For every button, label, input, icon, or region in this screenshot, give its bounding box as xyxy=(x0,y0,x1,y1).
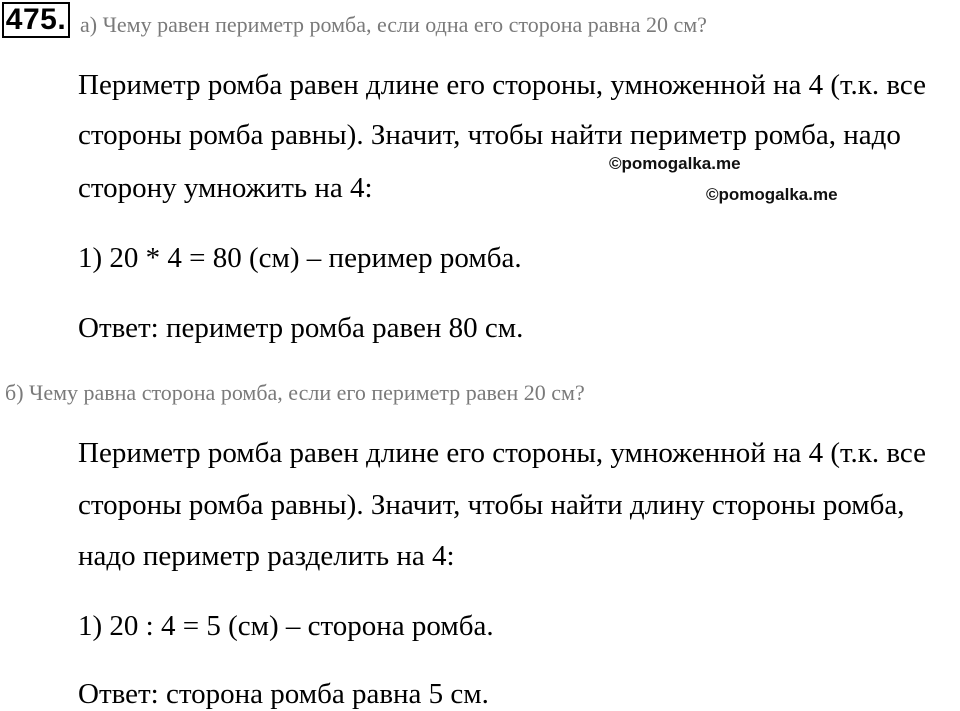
solution-a-line-2: стороны ромба равны). Значит, чтобы найти периметр ромба, надо xyxy=(78,119,901,151)
step-b: 1) 20 : 4 = 5 (см) – сторона ромба. xyxy=(78,610,494,642)
solution-b-line-1: Периметр ромба равен длине его стороны, умноженной на 4 (т.к. все xyxy=(78,437,926,469)
solution-b-line-3: надо периметр разделить на 4: xyxy=(78,540,455,572)
watermark-1: ©pomogalka.me xyxy=(609,154,741,173)
step-a: 1) 20 * 4 = 80 (см) – пеример ромба. xyxy=(78,242,522,274)
answer-b: Ответ: сторона ромба равна 5 см. xyxy=(78,678,489,710)
watermark-2: ©pomogalka.me xyxy=(706,185,838,204)
task-number-box: 475. xyxy=(2,2,70,38)
question-a: а) Чему равен периметр ромба, если одна его сторона равна 20 см? xyxy=(80,12,707,37)
question-b: б) Чему равна сторона ромба, если его периметр равен 20 см? xyxy=(5,380,585,405)
solution-a-line-3: сторону умножить на 4: xyxy=(78,172,373,204)
answer-a: Ответ: периметр ромба равен 80 см. xyxy=(78,312,524,344)
solution-b-line-2: стороны ромба равны). Значит, чтобы найти длину стороны ромба, xyxy=(78,489,905,521)
solution-a-line-1: Периметр ромба равен длине его стороны, умноженной на 4 (т.к. все xyxy=(78,69,926,101)
